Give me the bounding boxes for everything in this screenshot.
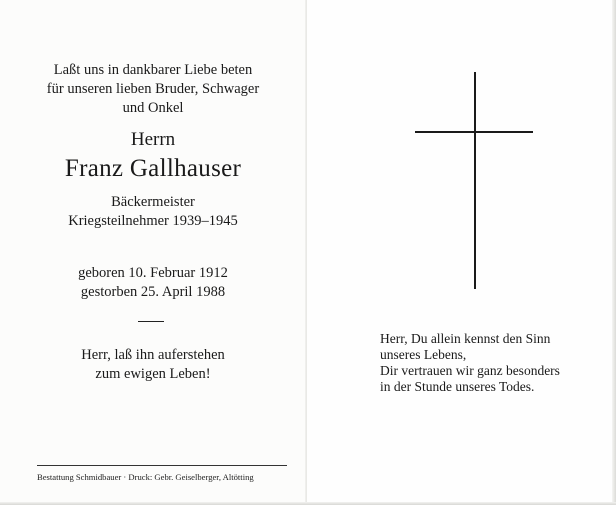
verse-line-4: in der Stunde unseres Todes.: [380, 379, 535, 394]
intro-line-1: Laßt uns in dankbarer Liebe beten: [53, 62, 253, 78]
intro-line-3: und Onkel: [122, 100, 184, 116]
verse-line-1: Herr, Du allein kennst den Sinn: [380, 331, 551, 346]
salutation: Herrn: [130, 129, 176, 150]
cross-vertical-beam: [474, 72, 476, 289]
verse-line-3: Dir vertrauen wir ganz besonders: [380, 363, 560, 378]
intro-line-2: für unseren lieben Bruder, Schwager: [46, 81, 260, 97]
footer-rule: [37, 465, 287, 466]
right-panel: [307, 0, 616, 505]
left-panel: [0, 0, 306, 505]
divider-rule: [138, 321, 164, 322]
cross-horizontal-beam: [415, 131, 533, 133]
prayer-line-2: zum ewigen Leben!: [95, 366, 211, 382]
printer-footer: Bestattung Schmidbauer · Druck: Gebr. Geiselberger, Altötting: [37, 472, 254, 482]
card-right-edge: [612, 0, 616, 505]
prayer-line-1: Herr, laß ihn auferstehen: [81, 347, 225, 363]
occupation: Bäckermeister: [111, 194, 195, 210]
birth-date: geboren 10. Februar 1912: [78, 265, 228, 281]
deceased-name: Franz Gallhauser: [64, 155, 242, 182]
war-service: Kriegsteilnehmer 1939–1945: [68, 213, 238, 229]
verse-line-2: unseres Lebens,: [380, 347, 467, 362]
death-date: gestorben 25. April 1988: [80, 284, 226, 300]
